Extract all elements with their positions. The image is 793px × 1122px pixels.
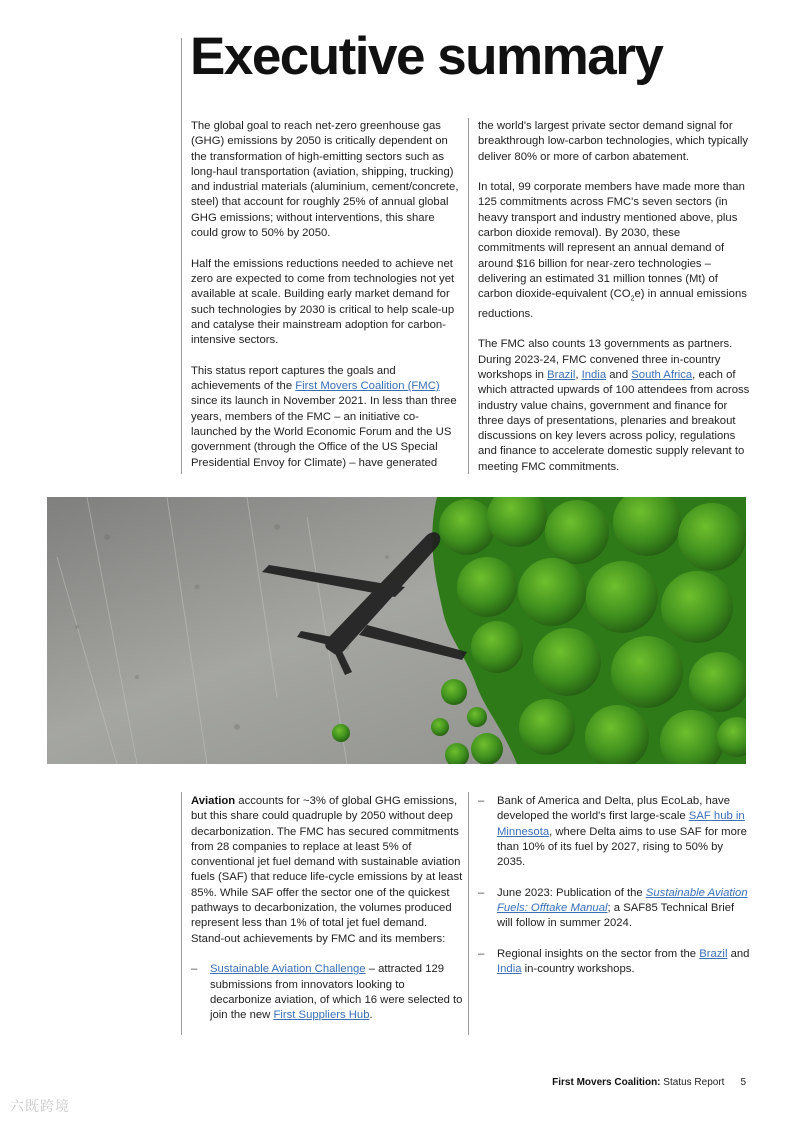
list-item: – June 2023: Publication of the Sustainable Aviation Fuels: Offtake Manual; a SAF85 Technical Brief will follow in summer 2024. bbox=[478, 886, 748, 930]
aviation-bullets-right bbox=[478, 794, 750, 978]
column-rule-bottom-mid bbox=[468, 792, 469, 1035]
intro-paragraph-5: In total, 99 corporate members have made more than 125 commitments across FMC's seven sectors (in heavy transport and industry mentioned above, plus carbon dioxide removal). By 2030, these commitments will represent an annual demand of around $16 billion for near-zero technologies – delivering an estimated 31 million tonnes (Mt) of carbon dioxide-equivalent $(CO_2e)$ in annual emissions reductions. bbox=[478, 181, 747, 320]
footer-brand: First Movers Coalition: bbox=[552, 1077, 661, 1088]
intro-paragraph-2: Half the emissions reductions needed to achieve net zero are expected to come from technologies not yet available at scale. Building early market demand for such technologies by 2030 is critical to help scale-up and catalyse their mainstream adoption for carbon-intensive sectors. bbox=[191, 257, 455, 347]
intro-column-right bbox=[478, 119, 750, 475]
list-item: – Bank of America and Delta, plus EcoLab, have developed the world's first large-scale SAF hub in Minnesota, where Delta aims to use SAF for more than 10% of its fuel by 2027, rising to 50% by 2035. bbox=[478, 795, 747, 869]
first-suppliers-hub-link[interactable]: First Suppliers Hub bbox=[273, 1009, 370, 1022]
page-number: 5 bbox=[740, 1077, 746, 1088]
offtake-manual-link[interactable]: Sustainable Aviation Fuels: Offtake Manual bbox=[497, 886, 748, 915]
aviation-lead: Aviation bbox=[191, 795, 236, 807]
column-rule-top-left bbox=[181, 38, 182, 474]
page-footer bbox=[552, 1077, 746, 1088]
india-workshop-link[interactable]: India bbox=[497, 963, 522, 976]
india-link[interactable]: India bbox=[581, 369, 607, 381]
column-rule-top-mid bbox=[468, 118, 469, 474]
intro-paragraph-1: The global goal to reach net-zero greenhouse gas (GHG) emissions by 2050 is critically dependent on the transformation of high-emitting sectors such as long-haul transportation (aviation, shipping, trucking) and industrial materials (aluminium, cement/concrete, steel) that account for roughly 25% of annual global GHG emissions; without interventions, this share could grow to 50% by 2050. bbox=[191, 120, 459, 240]
sustainable-aviation-challenge-link[interactable]: Sustainable Aviation Challenge bbox=[210, 963, 366, 976]
aviation-paragraph: Aviation accounts for ~3% of global GHG emissions, but this share could quadruple by 2050 without deep decarbonization. The FMC has secured commitments from 28 companies to replace at least 5% of conventional jet fuel demand with sustainable aviation fuels (SAF) that reduce life-cycle emissions by at least 85%. While SAF offer the sector one of the quickest pathways to decarbonization, the volumes produced represent less than 1% of total jet fuel demand. Stand-out achievements by FMC and its members: bbox=[191, 795, 463, 945]
brazil-link[interactable]: Brazil bbox=[547, 369, 576, 381]
aviation-bullets-left bbox=[191, 962, 463, 1023]
intro-column-left bbox=[191, 119, 463, 471]
footer-label: Status Report bbox=[660, 1077, 725, 1088]
brazil-workshop-link[interactable]: Brazil bbox=[699, 947, 728, 960]
page-title: Executive summary bbox=[190, 27, 663, 86]
intro-paragraph-4: the world's largest private sector demand signal for breakthrough low-carbon technologies, which typically deliver 80% or more of carbon abatement. bbox=[478, 120, 749, 163]
list-item: – Sustainable Aviation Challenge – attracted 129 submissions from innovators looking to decarbonize aviation, of which 16 were selected to join the new First Suppliers Hub. bbox=[191, 963, 463, 1022]
intro-paragraph-6: The FMC also counts 13 governments as partners. During 2023-24, FMC convened three in-country workshops in Brazil, India and South Africa, each of which attracted upwards of 100 attendees from across industry value chains, government and finance for three days of presentations, plenaries and breakout discussions on key levers across policy, regulations and finance to accelerate domestic supply relevant to meeting FMC commitments. bbox=[478, 338, 750, 473]
aviation-column-right bbox=[478, 794, 750, 978]
saf-hub-minnesota-link[interactable]: SAF hub in Minnesota bbox=[497, 810, 745, 838]
watermark: 六既跨境 bbox=[10, 1099, 70, 1115]
intro-paragraph-3: This status report captures the goals and achievements of the First Movers Coalition (FMC) since its launch in November 2021. In less than three years, members of the FMC – an initiative co-launched by the World Economic Forum and the US government (through the Office of the US Special Presidential Envoy for Climate) – have generated bbox=[191, 364, 457, 469]
south-africa-link[interactable]: South Africa bbox=[631, 369, 693, 381]
fmc-link[interactable]: First Movers Coalition (FMC) bbox=[295, 380, 440, 393]
column-rule-bottom-left bbox=[181, 792, 182, 1035]
aviation-column-left bbox=[191, 794, 463, 1023]
airplane-shadow-forest-photo bbox=[47, 497, 746, 764]
list-item: – Regional insights on the sector from the Brazil and India in-country workshops. bbox=[478, 947, 750, 976]
